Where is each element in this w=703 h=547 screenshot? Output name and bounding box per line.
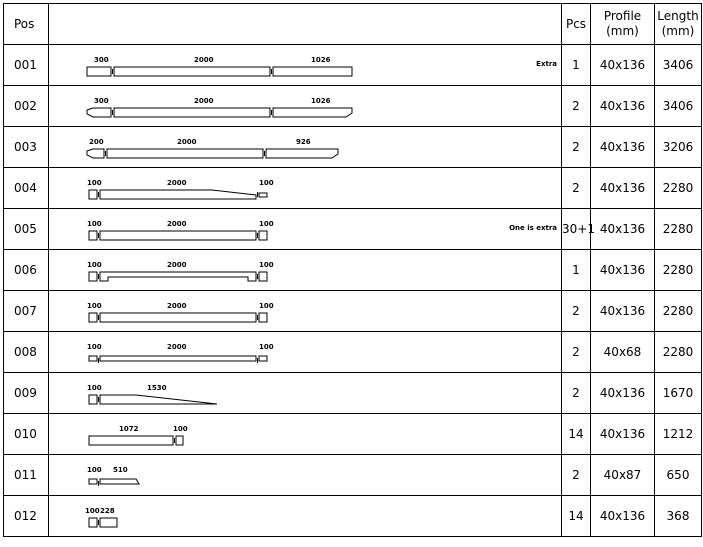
pos-cell: 002 [4, 86, 49, 127]
cut-sketch [49, 209, 562, 250]
dimension-label: 300 [94, 56, 109, 64]
drawing-cell [49, 127, 562, 168]
dimension-label: 100 [259, 179, 274, 187]
dimension-label: 100 [85, 507, 100, 515]
cut-piece [273, 67, 352, 76]
length-cell: 2280 [655, 250, 702, 291]
pos-cell: 004 [4, 168, 49, 209]
pcs-cell: 14 [562, 496, 591, 537]
cut-piece [89, 479, 97, 484]
pos-cell: 003 [4, 127, 49, 168]
cut-piece [176, 436, 183, 445]
cut-piece [259, 272, 267, 281]
cut-piece [89, 231, 97, 240]
profile-cell: 40x136 [591, 127, 655, 168]
dimension-label: 926 [296, 138, 311, 146]
drawing-cell [49, 209, 562, 250]
pcs-cell: 30+1 [562, 209, 591, 250]
profile-cell: 40x136 [591, 45, 655, 86]
length-cell: 1670 [655, 373, 702, 414]
pos-cell: 009 [4, 373, 49, 414]
dimension-label: 2000 [194, 56, 214, 64]
dimension-label: 100 [87, 261, 102, 269]
cut-piece [114, 108, 270, 117]
dimension-label: 510 [113, 466, 128, 474]
pos-cell: 012 [4, 496, 49, 537]
pcs-cell: 2 [562, 332, 591, 373]
cut-piece [89, 518, 97, 527]
pos-cell: 001 [4, 45, 49, 86]
pcs-cell: 1 [562, 250, 591, 291]
profile-cell: 40x87 [591, 455, 655, 496]
pcs-cell: 14 [562, 414, 591, 455]
table-row [4, 496, 702, 537]
cut-piece [114, 67, 270, 76]
length-header-line1: Length [657, 9, 699, 23]
pos-cell: 006 [4, 250, 49, 291]
row-note: One is extra [509, 224, 557, 232]
table-row [4, 373, 702, 414]
cut-piece [87, 149, 104, 158]
row-note: Extra [536, 60, 557, 68]
cut-sketch [49, 45, 562, 86]
pos-cell: 011 [4, 455, 49, 496]
table-row [4, 250, 702, 291]
pcs-cell: 1 [562, 45, 591, 86]
cut-piece [100, 518, 117, 527]
drawing-cell [49, 250, 562, 291]
dimension-label: 2000 [167, 343, 187, 351]
dimension-label: 300 [94, 97, 109, 105]
pos-header: Pos [4, 4, 49, 45]
cut-piece [89, 272, 97, 281]
length-header [655, 4, 702, 45]
length-cell: 368 [655, 496, 702, 537]
dimension-label: 2000 [177, 138, 197, 146]
cut-piece [259, 193, 267, 197]
cut-piece [100, 190, 256, 199]
dimension-label: 100 [87, 302, 102, 310]
drawing-cell [49, 496, 562, 537]
length-cell: 2280 [655, 332, 702, 373]
cut-piece [100, 272, 256, 281]
cut-sketch [49, 414, 562, 455]
pcs-cell: 2 [562, 86, 591, 127]
profile-cell: 40x136 [591, 86, 655, 127]
profile-cell: 40x136 [591, 291, 655, 332]
cut-piece [89, 436, 173, 445]
profile-header-line1: Profile [603, 9, 642, 23]
cut-piece [87, 67, 111, 76]
cut-sketch [49, 455, 562, 496]
profile-header [591, 4, 655, 45]
dimension-label: 1026 [311, 97, 331, 105]
pcs-cell: 2 [562, 127, 591, 168]
cut-piece [100, 356, 256, 361]
dimension-label: 2000 [167, 261, 187, 269]
pcs-cell: 2 [562, 168, 591, 209]
pcs-header: Pcs [562, 4, 591, 45]
dimension-label: 2000 [167, 220, 187, 228]
cut-sketch [49, 373, 562, 414]
drawing-cell [49, 455, 562, 496]
length-cell: 2280 [655, 168, 702, 209]
profile-cell: 40x136 [591, 209, 655, 250]
cut-sketch [49, 291, 562, 332]
length-cell: 3406 [655, 45, 702, 86]
cut-piece [89, 356, 97, 361]
cut-piece [100, 313, 256, 322]
drawing-cell [49, 86, 562, 127]
pos-cell: 005 [4, 209, 49, 250]
drawing-cell [49, 291, 562, 332]
dimension-label: 228 [100, 507, 115, 515]
drawing-cell [49, 332, 562, 373]
drawing-cell [49, 414, 562, 455]
cut-piece [89, 190, 97, 199]
cut-piece [107, 149, 263, 158]
cut-piece [100, 479, 139, 484]
length-header-line2: (mm) [661, 24, 695, 38]
length-cell: 650 [655, 455, 702, 496]
pcs-cell: 2 [562, 455, 591, 496]
length-cell: 1212 [655, 414, 702, 455]
cut-sketch [49, 332, 562, 373]
profile-header-line2: (mm) [606, 24, 639, 38]
cut-piece [259, 356, 267, 361]
table-row [4, 127, 702, 168]
dimension-label: 100 [87, 466, 102, 474]
pos-cell: 008 [4, 332, 49, 373]
cut-piece [266, 149, 338, 158]
length-cell: 3406 [655, 86, 702, 127]
dimension-label: 1026 [311, 56, 331, 64]
dimension-label: 1072 [119, 425, 139, 433]
dimension-label: 100 [259, 343, 274, 351]
table-row [4, 86, 702, 127]
dimension-label: 100 [87, 343, 102, 351]
cut-piece [89, 313, 97, 322]
cut-sketch [49, 168, 562, 209]
drawing-cell [49, 45, 562, 86]
dimension-label: 100 [87, 179, 102, 187]
cut-piece [259, 313, 267, 322]
cut-piece [259, 231, 267, 240]
cut-piece [100, 231, 256, 240]
length-cell: 2280 [655, 209, 702, 250]
table-row [4, 168, 702, 209]
dimension-label: 100 [87, 220, 102, 228]
cut-piece [89, 395, 97, 404]
table-row [4, 332, 702, 373]
profile-cell: 40x136 [591, 496, 655, 537]
cut-piece [100, 395, 217, 404]
length-cell: 2280 [655, 291, 702, 332]
cut-piece [273, 108, 352, 117]
dimension-label: 100 [259, 261, 274, 269]
table-row [4, 45, 702, 86]
dimension-label: 100 [259, 302, 274, 310]
profile-cell: 40x68 [591, 332, 655, 373]
profile-cell: 40x136 [591, 373, 655, 414]
dimension-label: 2000 [194, 97, 214, 105]
length-cell: 3206 [655, 127, 702, 168]
profile-cell: 40x136 [591, 414, 655, 455]
header-row [4, 4, 702, 45]
profile-cell: 40x136 [591, 168, 655, 209]
table-row [4, 209, 702, 250]
drawing-cell [49, 168, 562, 209]
pcs-cell: 2 [562, 291, 591, 332]
pos-cell: 010 [4, 414, 49, 455]
dimension-label: 100 [87, 384, 102, 392]
cut-list-table [3, 3, 702, 537]
profile-cell: 40x136 [591, 250, 655, 291]
dimension-label: 200 [89, 138, 104, 146]
dimension-label: 100 [173, 425, 188, 433]
pos-cell: 007 [4, 291, 49, 332]
dimension-label: 1530 [147, 384, 167, 392]
dimension-label: 2000 [167, 302, 187, 310]
cut-sketch [49, 127, 562, 168]
drawing-cell [49, 373, 562, 414]
cut-piece [87, 108, 111, 117]
table-row [4, 455, 702, 496]
drawing-header [49, 4, 562, 45]
pcs-cell: 2 [562, 373, 591, 414]
dimension-label: 2000 [167, 179, 187, 187]
cut-sketch [49, 86, 562, 127]
cut-sketch [49, 496, 562, 537]
cut-sketch [49, 250, 562, 291]
dimension-label: 100 [259, 220, 274, 228]
table-row [4, 414, 702, 455]
table-row [4, 291, 702, 332]
